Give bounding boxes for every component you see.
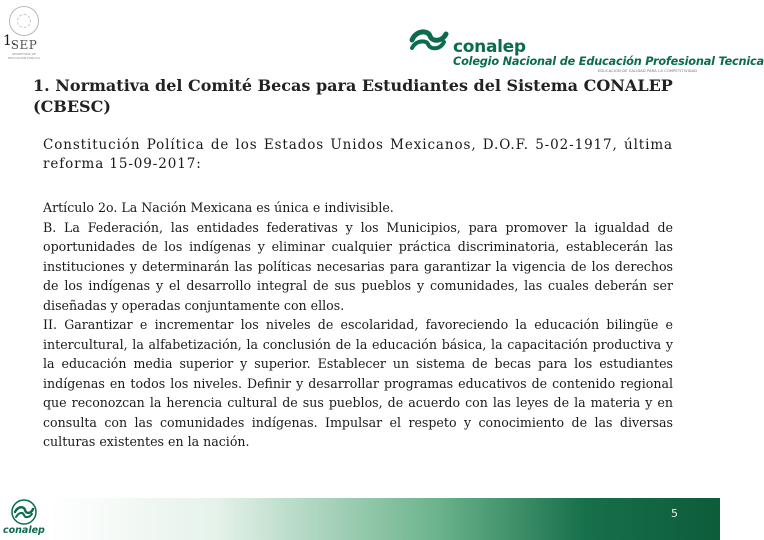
conalep-name: conalep	[453, 37, 526, 57]
conalep-college-name: Colegio Nacional de Educación Profesional Tecnica	[453, 55, 764, 68]
mexico-seal-icon	[9, 6, 39, 36]
footer-logo-text: conalep	[3, 525, 45, 536]
paragraph-b: B. La Federación, las entidades federativas y los Municipios, para promover la igualdad de oportunidades de los indígenas y eliminar cualquier práctica discriminatoria, establecerán las instituciones y determinarán las políticas necesarias para garantizar la vigencia de los derechos de los indígenas y el desarrollo integral de sus pueblos y comunidades, las cuales deberán ser diseñadas y operadas conjuntamente con ellos.	[43, 219, 673, 313]
footer-bar	[48, 498, 720, 540]
slide-subtitle: Constitución Política de los Estados Unidos Mexicanos, D.O.F. 5-02-1917, última reforma 15-09-2017:	[43, 137, 673, 172]
page-number: 5	[671, 507, 678, 520]
sep-logo-text: SEP	[10, 38, 38, 52]
paragraph-ii: II. Garantizar e incrementar los niveles de escolaridad, favoreciendo la educación bilingüe e intercultural, la alfabetización, la conclusión de la educación básica, la capacitación productiva y la educación media superior y superior. Establecer un sistema de becas para los estudiantes indígenas en todos los niveles. Definir y desarrollar programas educativos de contenido regional que reconozcan la herencia cultural de sus pueblos, de acuerdo con las leyes de la materia y en consulta con las comunidades indígenas. Impulsar el respeto y conocimiento de las diversas culturas existentes en la nación.	[43, 317, 673, 449]
conalep-seal-icon	[2, 498, 48, 528]
footer-conalep-logo	[2, 498, 48, 540]
conalep-header-logo	[408, 22, 764, 73]
slide-number-prefix: 1.	[3, 33, 17, 49]
paragraph-articulo: Artículo 2o. La Nación Mexicana es única e indivisible.	[43, 200, 394, 215]
conalep-tagline: EDUCACIÓN DE CALIDAD PARA LA COMPETITIVIDAD	[598, 69, 698, 73]
slide-body	[43, 198, 673, 452]
sep-logo-subtext: SECRETARÍA DE EDUCACIÓN PÚBLICA	[8, 52, 40, 60]
slide-title: 1. Normativa del Comité Becas para Estudiantes del Sistema CONALEP (CBESC)	[33, 76, 673, 116]
conalep-logo-icon	[408, 26, 448, 54]
